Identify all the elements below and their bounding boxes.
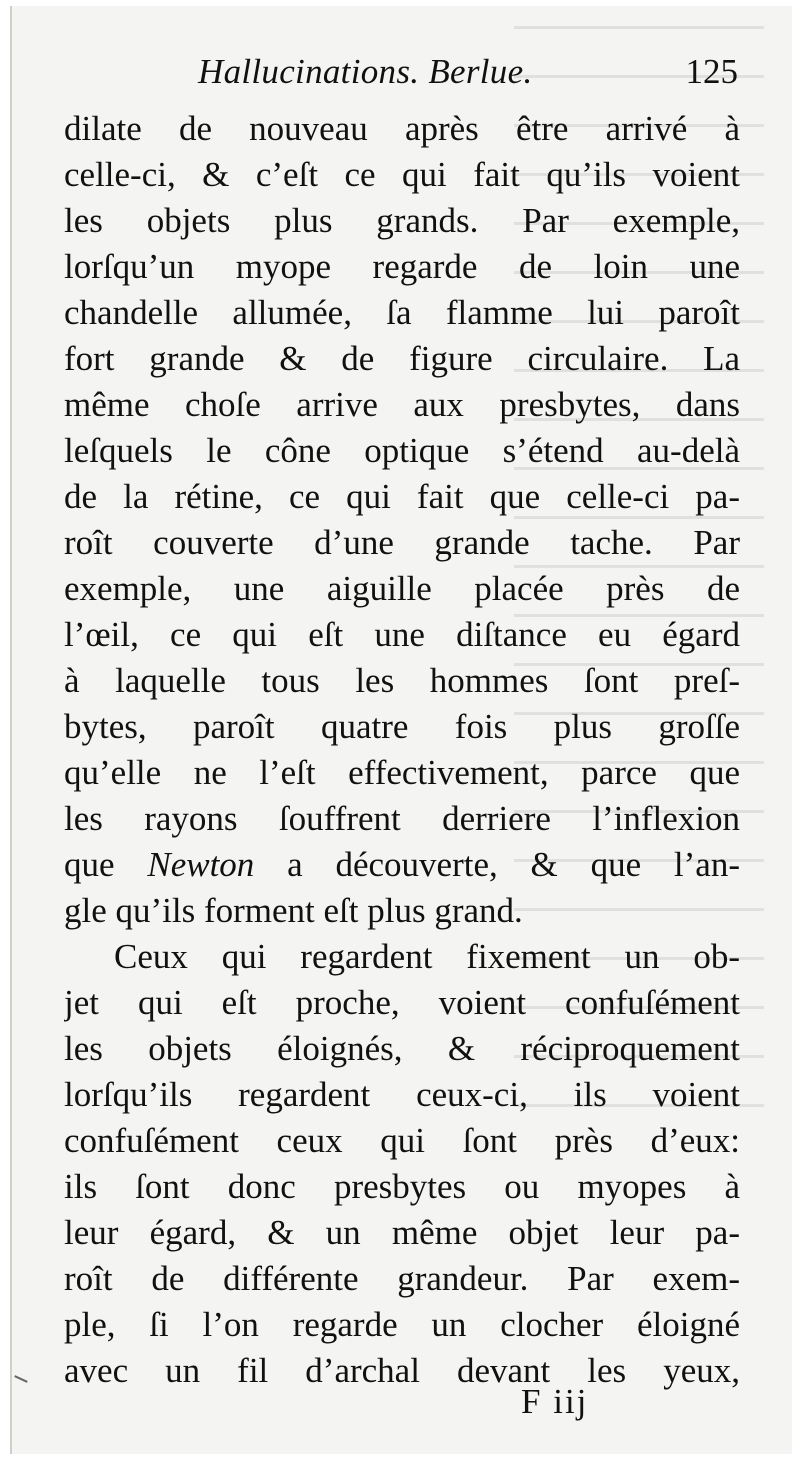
text-line: même choſe arrive aux presbytes, dans	[64, 385, 740, 424]
text-line: roît de différente grandeur. Par exem-	[64, 1259, 740, 1298]
text-line-paragraph-end: gle qu’ils forment eſt plus grand.	[64, 891, 523, 930]
text-line: dilate de nouveau après être arrivé à	[64, 109, 740, 148]
text-segment: que	[64, 845, 148, 884]
text-line: lorſqu’un myope regarde de loin une	[64, 247, 740, 286]
text-line: lorſqu’ils regardent ceux-ci, ils voient	[64, 1075, 740, 1114]
text-line: qu’elle ne l’eſt effectivement, parce que	[64, 753, 740, 792]
text-line: roît couverte d’une grande tache. Par	[64, 523, 740, 562]
text-line: ils ſont donc presbytes ou myopes à	[64, 1167, 740, 1206]
text-line: les rayons ſouffrent derriere l’inflexion	[64, 799, 740, 838]
text-segment: a découverte, & que l’an-	[254, 845, 740, 884]
page-header	[66, 50, 742, 96]
text-line: leſquels le cône optique s’étend au-delà	[64, 431, 740, 470]
text-line: leur égard, & un même objet leur pa-	[64, 1213, 740, 1252]
text-line: les objets plus grands. Par exemple,	[64, 201, 740, 240]
text-line-paragraph-start: Ceux qui regardent fixement un ob-	[114, 937, 740, 976]
text-line: à laquelle tous les hommes ſont preſ-	[64, 661, 740, 700]
signature-mark: F iij	[521, 1382, 589, 1421]
text-line: les objets éloignés, & réciproquement	[64, 1029, 740, 1068]
text-line: jet qui eſt proche, voient confuſément	[64, 983, 740, 1022]
page-number: 125	[685, 52, 738, 91]
italic-name: Newton	[147, 845, 255, 884]
text-line-with-name	[64, 842, 740, 888]
margin-mark	[14, 1375, 28, 1383]
text-line: avec un fil d’archal devant les yeux,	[64, 1351, 740, 1390]
body-text	[64, 106, 740, 1394]
text-line: chandelle allumée, ſa flamme lui paroît	[64, 293, 740, 332]
text-line: confuſément ceux qui ſont près d’eux:	[64, 1121, 740, 1160]
text-line: bytes, paroît quatre fois plus groſſe	[64, 707, 740, 746]
text-line: exemple, une aiguille placée près de	[64, 569, 740, 608]
text-line: fort grande & de figure circulaire. La	[64, 339, 740, 378]
text-line: l’œil, ce qui eſt une diſtance eu égard	[64, 615, 740, 654]
running-title: Hallucinations. Berlue.	[198, 52, 533, 91]
text-line: celle-ci, & c’eſt ce qui fait qu’ils voient	[64, 155, 740, 194]
text-line: de la rétine, ce qui fait que celle-ci pa-	[64, 477, 740, 516]
text-line: ple, ſi l’on regarde un clocher éloigné	[64, 1305, 740, 1344]
